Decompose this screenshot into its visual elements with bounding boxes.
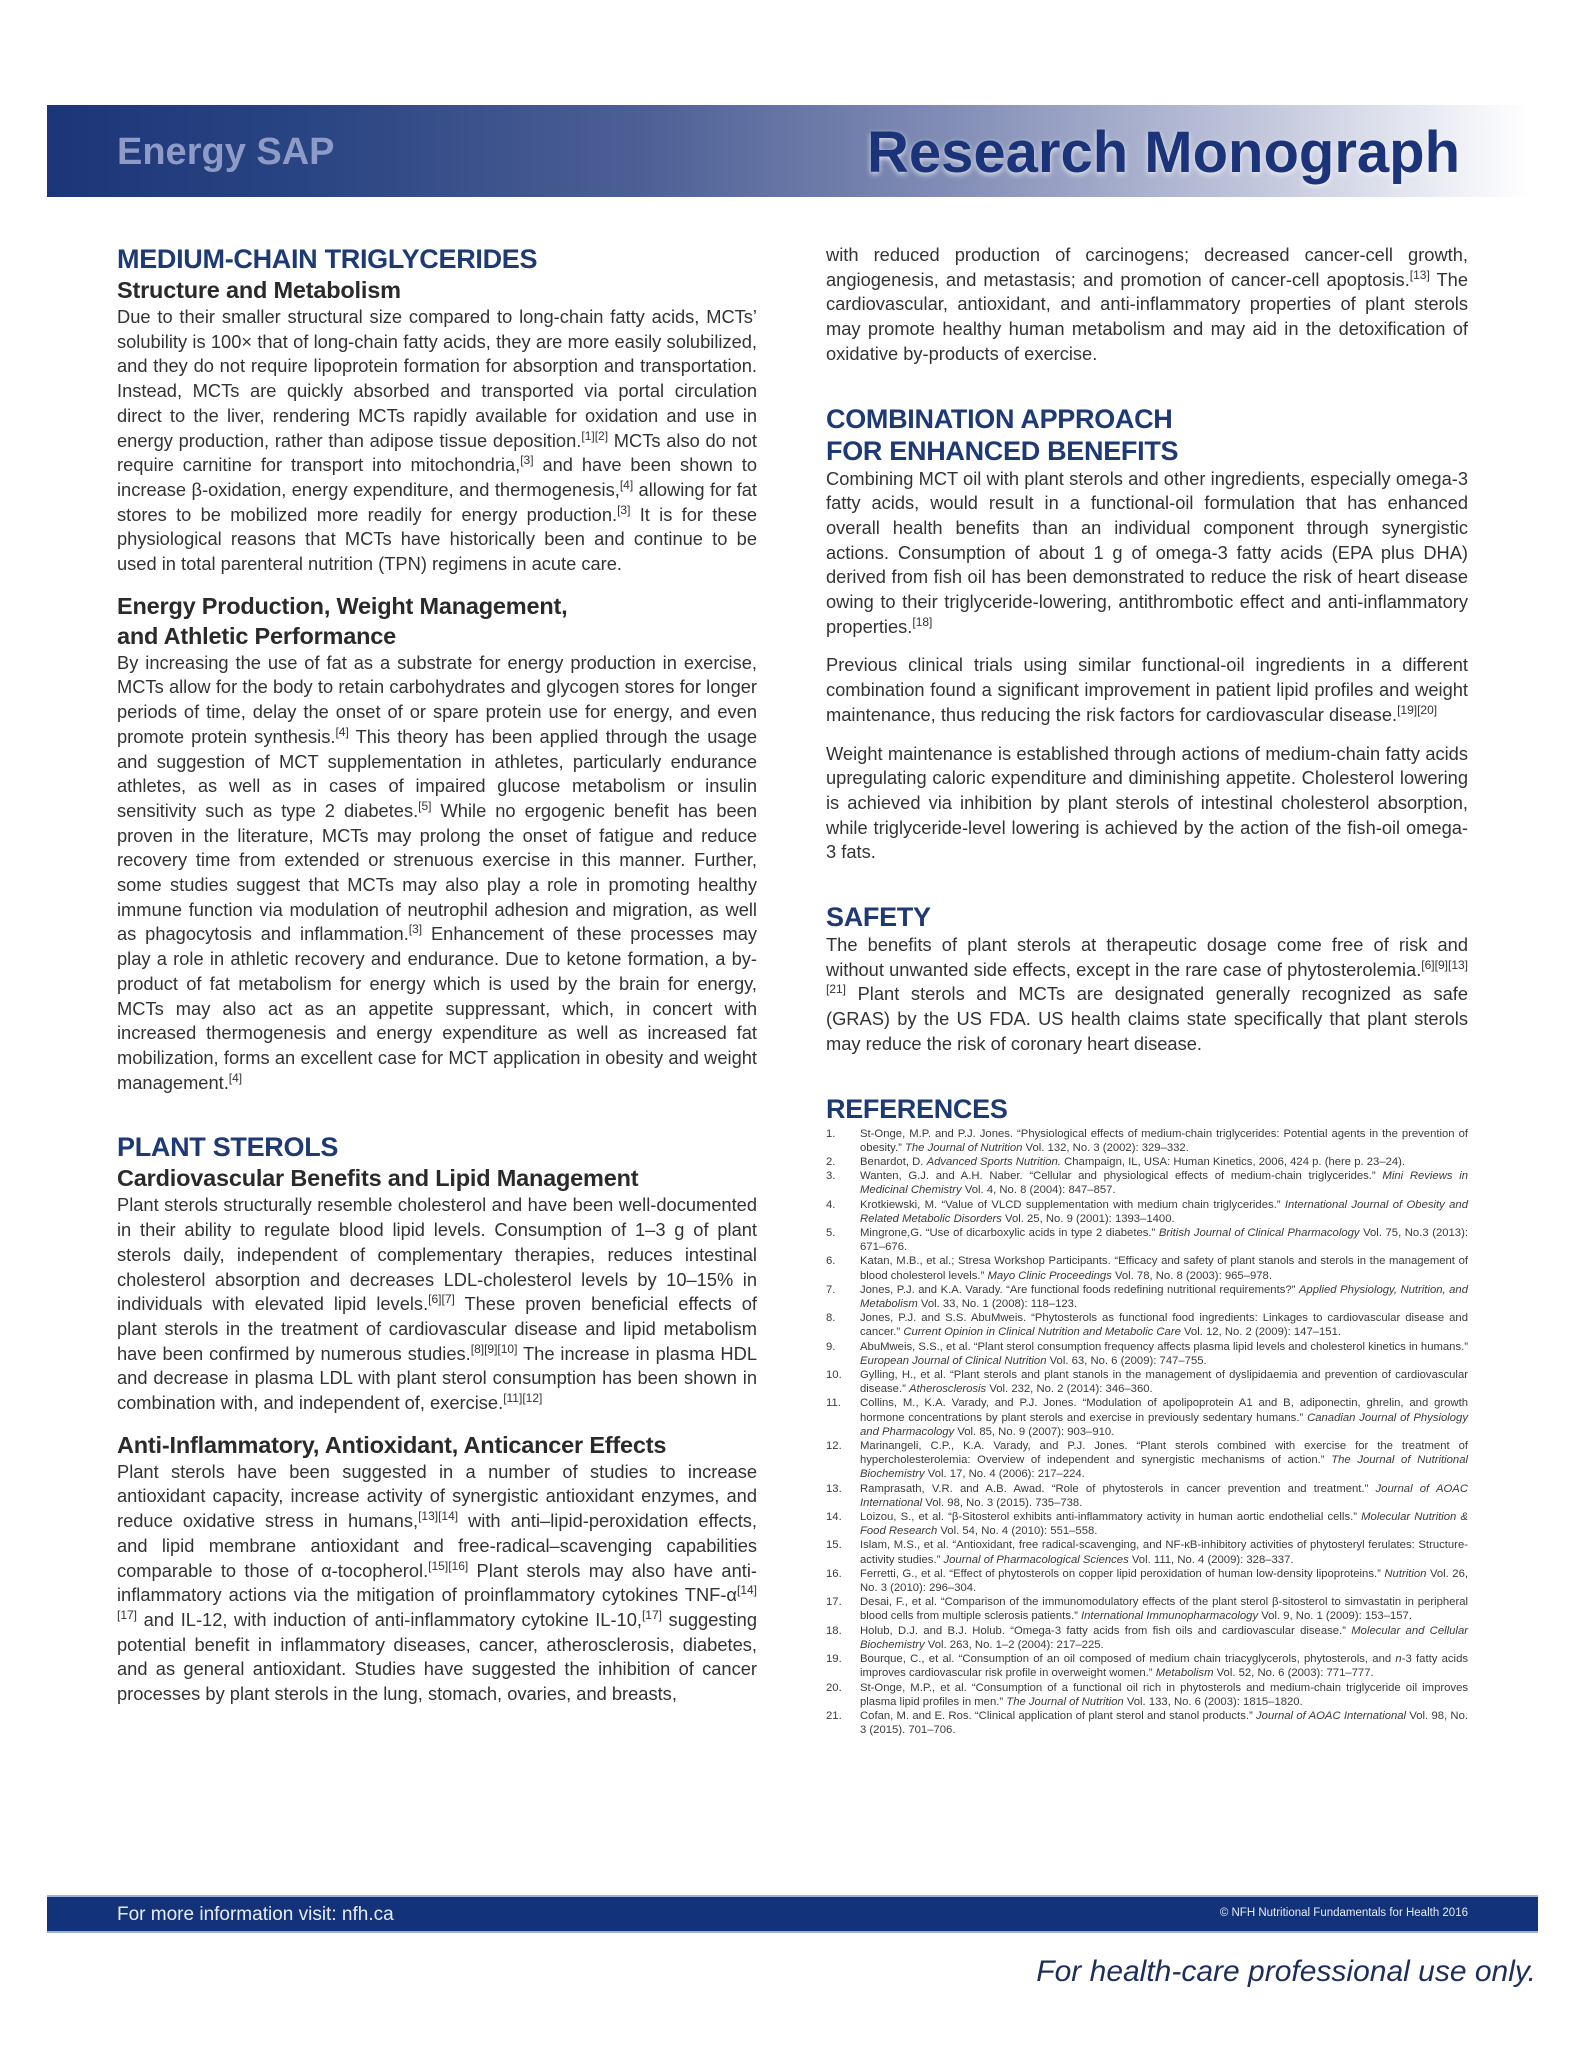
reference-number: 8. xyxy=(826,1312,836,1325)
citation-marker: [17] xyxy=(641,1607,662,1622)
reference-number: 3. xyxy=(826,1170,836,1183)
paragraph: Previous clinical trials using similar functional-oil ingredients in a different combination found a significant improvement in patient lipid profiles and weight maintenance, thus reducing the risk factors for cardiovascular disease.[19][20] xyxy=(826,654,1468,725)
reference-item xyxy=(826,1127,1468,1155)
footer-info xyxy=(117,1904,394,1926)
reference-item xyxy=(826,1681,1468,1709)
journal-title: Mayo Clinic Proceedings xyxy=(987,1269,1112,1282)
reference-list xyxy=(826,1127,1468,1738)
reference-number: 14. xyxy=(826,1511,842,1524)
paragraph: Due to their smaller structural size compared to long-chain fatty acids, MCTs’ solubility is 100× that of long-chain fatty acids, they are more easily solubilized, and they do not require lipoprotein formation for absorption and transportation. Instead, MCTs are quickly absorbed and transported via portal circulation direct to the liver, rendering MCTs rapidly available for oxidation and use in energy production, rather than adipose tissue deposition.[1][2] MCTs also do not require carnitine for transport into mitochondria,[3] and have been shown to increase β-oxidation, energy expenditure, and thermogenesis,[4] allowing for fat stores to be mobilized more readily for energy production.[3] It is for these physiological reasons that MCTs have historically been and continue to be used in total parenteral nutrition (TPN) regimens in acute care. xyxy=(117,306,758,575)
reference-text: Ferretti, G., et al. “Effect of phytosterols on copper lipid peroxidation of human low-density lipoproteins.” Nutrition Vol. 26, No. 3 (2010): 296–304. xyxy=(860,1567,1469,1595)
journal-title: International Immunopharmacology xyxy=(1081,1610,1259,1623)
citation-marker: [4] xyxy=(228,1070,243,1085)
reference-item xyxy=(826,1510,1468,1538)
left-column xyxy=(117,243,757,1707)
reference-item xyxy=(826,1396,1468,1439)
journal-title: Advanced Sports Nutrition. xyxy=(926,1155,1061,1168)
reference-text: Jones, P.J. and S.S. AbuMweis. “Phytosterols as functional food ingredients: Linkages to cardiovascular disease and cancer.” Current Opinion in Clinical Nutrition and Metabolic Care Vol. 12, No. 2 (2009): 147–151. xyxy=(860,1312,1468,1339)
journal-title: International Journal of Obesity and Related Metabolic Disorders xyxy=(860,1198,1468,1225)
reference-text: Wanten, G.J. and A.H. Naber. “Cellular and physiological effects of medium-chain triglycerides.” Mini Reviews in Medicinal Chemistry Vol. 4, No. 8 (2004): 847–857. xyxy=(860,1170,1468,1197)
citation-marker: [13][14] xyxy=(418,1509,459,1524)
reference-item xyxy=(826,1254,1468,1282)
reference-number: 11. xyxy=(826,1397,841,1410)
section-heading: REFERENCES xyxy=(826,1093,1008,1124)
reference-item xyxy=(826,1155,1468,1169)
journal-title: Canadian Journal of Physiology and Pharmacology xyxy=(860,1411,1468,1438)
journal-title: British Journal of Clinical Pharmacology xyxy=(1158,1227,1360,1239)
footer-info-label: For more information visit: xyxy=(117,1904,342,1925)
paragraph: By increasing the use of fat as a substrate for energy production in exercise, MCTs allow for the body to retain carbohydrates and glycogen stores for longer periods of time, delay the onset of or spare protein use for energy, and even promote protein synthesis.[4] This theory has been applied through the usage and suggestion of MCT supplementation in athletes, particularly endurance athletes, as well as in cases of impaired glucose metabolism or insulin sensitivity such as type 2 diabetes.[5] While no ergogenic benefit has been proven in the literature, MCTs may prolong the onset of fatigue and reduce recovery time from extended or strenuous exercise in this manner. Further, some studies suggest that MCTs may also play a role in promoting healthy immune function via modulation of neutrophil adhesion and migration, as well as phagocytosis and inflammation.[3] Enhancement of these processes may play a role in athletic recovery and endurance. Due to ketone formation, a by-product of fat metabolism for energy which is used by the brain for energy, MCTs may also act as an appetite suppressant, which, in concert with increased thermogenesis and energy expenditure as well as increased fat mobilization, forms an excellent case for MCT application in obesity and weight management.[4] xyxy=(117,651,758,1093)
section-heading-line: COMBINATION APPROACH xyxy=(826,403,1173,434)
section-heading xyxy=(826,403,1468,467)
reference-item xyxy=(826,1652,1468,1680)
subsection-heading: Structure and Metabolism xyxy=(117,277,401,303)
reference-item xyxy=(826,1567,1468,1595)
journal-title: Metabolism xyxy=(1155,1667,1214,1680)
reference-item xyxy=(826,1311,1468,1339)
reference-text: Loizou, S., et al. “β-Sitosterol exhibits anti-inflammatory activity in human aortic endothelial cells.” Molecular Nutrition & Food Research Vol. 54, No. 4 (2010): 551–558. xyxy=(860,1511,1468,1538)
citation-marker: [13] xyxy=(1409,267,1430,282)
journal-title: Journal of AOAC International xyxy=(1256,1709,1407,1722)
journal-title: Molecular and Cellular Biochemistry xyxy=(860,1624,1468,1651)
citation-marker: [3] xyxy=(520,453,534,468)
reference-number: 17. xyxy=(826,1596,842,1609)
reference-text: AbuMweis, S.S., et al. “Plant sterol consumption frequency affects plasma lipid levels and cholesterol kinetics in humans.” European Journal of Clinical Nutrition Vol. 63, No. 6 (2009): 747–755. xyxy=(860,1340,1468,1367)
reference-text: Katan, M.B., et al.; Stresa Workshop Participants. “Efficacy and safety of plant stanols and sterols in the management of blood cholesterol levels.” Mayo Clinic Proceedings Vol. 78, No. 8 (2003): 965–978. xyxy=(860,1255,1468,1282)
citation-marker: [15][16] xyxy=(428,1558,469,1573)
header-banner xyxy=(47,105,1530,197)
citation-marker: [11][12] xyxy=(503,1391,543,1406)
journal-title: The Journal of Nutrition xyxy=(905,1141,1023,1154)
reference-item xyxy=(826,1340,1468,1368)
journal-title: European Journal of Clinical Nutrition xyxy=(860,1354,1047,1367)
footer-banner xyxy=(47,1895,1538,1933)
reference-number: 2. xyxy=(826,1155,836,1168)
reference-text: Marinangeli, C.P., K.A. Varady, and P.J. Jones. “Plant sterols combined with exercise for the treatment of hypercholesterolemia: Overview of independent and synergistic mechanisms of action.” The Journal of Nutritional Biochemistry Vol. 17, No. 4 (2006): 217–224. xyxy=(860,1440,1468,1481)
citation-marker: [1][2] xyxy=(581,428,609,443)
copyright-notice: © NFH Nutritional Fundamentals for Health 2016 xyxy=(1219,1907,1468,1919)
journal-title: Atherosclerosis xyxy=(908,1383,987,1396)
reference-item xyxy=(826,1283,1468,1311)
reference-number: 19. xyxy=(826,1653,842,1666)
reference-text: Bourque, C., et al. “Consumption of an oil composed of medium chain triacyglycerols, phytosterols, and n-3 fatty acids improves cardiovascular risk profile in overweight women.” Metabolism Vol. 52, No. 6 (2003): 771–777. xyxy=(860,1653,1468,1680)
reference-text: Collins, M., K.A. Varady, and P.J. Jones. “Modulation of apolipoprotein A1 and B, adiponectin, ghrelin, and growth hormone concentrations by plant sterols and exercise in previously sedentary humans.” Canadian Journal of Physiology and Pharmacology Vol. 85, No. 9 (2007): 903–910. xyxy=(860,1397,1468,1438)
reference-number: 7. xyxy=(826,1283,836,1296)
section-heading-line: FOR ENHANCED BENEFITS xyxy=(826,435,1179,466)
citation-marker: [3] xyxy=(617,502,631,517)
reference-item xyxy=(826,1624,1468,1652)
reference-text: Krotkiewski, M. “Value of VLCD supplementation with medium chain triglycerides.” International Journal of Obesity and Related Metabolic Disorders Vol. 25, No. 9 (2001): 1393–1400. xyxy=(860,1198,1468,1225)
reference-number: 5. xyxy=(826,1227,836,1239)
citation-marker: [14][17] xyxy=(117,1583,757,1622)
reference-text: St-Onge, M.P. and P.J. Jones. “Physiological effects of medium-chain triglycerides: Potential agents in the prevention of obesity.” The Journal of Nutrition Vol. 132, No. 3 (2002): 329–332. xyxy=(860,1127,1468,1154)
journal-title: n xyxy=(1395,1653,1402,1666)
reference-item xyxy=(826,1226,1468,1254)
reference-item xyxy=(826,1169,1468,1197)
journal-title: Mini Reviews in Medicinal Chemistry xyxy=(860,1170,1468,1197)
section-heading: SAFETY xyxy=(826,902,931,933)
reference-item xyxy=(826,1709,1468,1737)
section-heading: PLANT STEROLS xyxy=(117,1132,339,1163)
section-safety xyxy=(826,901,1468,1057)
website-link[interactable]: nfh.ca xyxy=(341,1904,394,1925)
reference-text: Holub, D.J. and B.J. Holub. “Omega-3 fatty acids from fish oils and cardiovascular disease.” Molecular and Cellular Biochemistry Vol. 263, No. 1–2 (2004): 217–225. xyxy=(860,1624,1468,1651)
reference-text: Mingrone,G. “Use of dicarboxylic acids in type 2 diabetes.” British Journal of Clinical Pharmacology Vol. 75, No.3 (2013): 671–676. xyxy=(860,1227,1468,1254)
subsection-heading-line: Energy Production, Weight Management, xyxy=(117,592,568,619)
document-type-title: Research Monograph xyxy=(867,120,1460,185)
reference-number: 21. xyxy=(826,1709,842,1722)
journal-title: Current Opinion in Clinical Nutrition and Metabolic Care xyxy=(903,1326,1181,1339)
citation-marker: [5] xyxy=(418,798,432,813)
subsection-heading: Cardiovascular Benefits and Lipid Management xyxy=(117,1165,639,1192)
reference-number: 9. xyxy=(826,1340,836,1353)
reference-number: 4. xyxy=(826,1198,836,1211)
subsection-heading-line: and Athletic Performance xyxy=(117,622,397,649)
reference-number: 18. xyxy=(826,1624,842,1637)
journal-title: Journal of AOAC International xyxy=(860,1482,1468,1509)
citation-marker: [6][7] xyxy=(428,1292,455,1307)
reference-number: 6. xyxy=(826,1255,836,1268)
reference-number: 12. xyxy=(826,1440,842,1453)
subsection-heading xyxy=(117,591,757,651)
reference-text: Desai, F., et al. “Comparison of the immunomodulatory effects of the plant sterol β-sitosterol to simvastatin in peripheral blood cells from multiple sclerosis patients.” International Immunopharmacology Vol. 9, No. 1 (2009): 153–157. xyxy=(860,1596,1468,1623)
reference-number: 10. xyxy=(826,1369,842,1382)
reference-text: Gylling, H., et al. “Plant sterols and plant stanols in the management of dyslipidaemia and prevention of cardiovascular disease.” Atherosclerosis Vol. 232, No. 2 (2014): 346–360. xyxy=(860,1369,1468,1396)
subsection-heading: Anti-Inflammatory, Antioxidant, Anticancer Effects xyxy=(117,1431,667,1458)
reference-text: Jones, P.J. and K.A. Varady. “Are functional foods redefining nutritional requirements?” Applied Physiology, Nutrition, and Metabolism Vol. 33, No. 1 (2008): 118–123. xyxy=(860,1283,1468,1311)
reference-item xyxy=(826,1198,1468,1226)
journal-title: Molecular Nutrition & Food Research xyxy=(860,1511,1468,1538)
paragraph: Plant sterols structurally resemble cholesterol and have been well-documented in their ability to regulate blood lipid levels. Consumption of 1–3 g of plant sterols daily, independent of complementary therapies, reduces intestinal cholesterol absorption and decreases LDL-cholesterol levels by 10–15% in individuals with elevated lipid levels.[6][7] These proven beneficial effects of plant sterols in the treatment of cardiovascular disease and lipid metabolism have been confirmed by numerous studies.[8][9][10] The increase in plasma HDL and decrease in plasma LDL with plant sterol consumption has been shown in combination with, and independent of, exercise.[11][12] xyxy=(117,1194,757,1414)
paragraph: Combining MCT oil with plant sterols and other ingredients, especially omega-3 fatty acids, would result in a functional-oil formulation that has enhanced overall health benefits than an individual component through synergistic actions. Consumption of about 1 g of omega-3 fatty acids (EPA plus DHA) derived from fish oil has been demonstrated to reduce the risk of heart disease owing to their triglyceride-lowering, antithrombotic effect and anti-inflammatory properties.[18] xyxy=(826,467,1468,637)
journal-title: The Journal of Nutrition xyxy=(1006,1695,1124,1708)
section-references xyxy=(826,1093,1468,1738)
citation-marker: [19][20] xyxy=(1397,702,1438,717)
reference-number: 20. xyxy=(826,1681,842,1694)
citation-marker: [18] xyxy=(912,614,933,629)
reference-number: 16. xyxy=(826,1567,842,1580)
citation-marker: [8][9][10] xyxy=(470,1341,518,1356)
journal-title: Journal of Pharmacological Sciences xyxy=(943,1553,1129,1566)
section-medium-chain-triglycerides xyxy=(117,243,757,1095)
right-column xyxy=(826,243,1468,1737)
reference-item xyxy=(826,1538,1468,1566)
section-plant-sterols xyxy=(117,1131,757,1706)
reference-text: Benardot, D. Advanced Sports Nutrition. Champaign, IL, USA: Human Kinetics, 2006, 424 p. (here p. 23–24). xyxy=(860,1155,1406,1168)
journal-title: Nutrition xyxy=(1384,1567,1427,1580)
paragraph: Plant sterols have been suggested in a number of studies to increase antioxidant capacity, increase activity of synergistic antioxidant enzymes, and reduce oxidative stress in humans,[13][14] with anti–lipid-peroxidation effects, and lipid membrane antioxidant and free-radical–scavenging capabilities comparable to those of α-tocopherol.[15][16] Plant sterols may also have anti-inflammatory actions via the mitigation of proinflammatory cytokines TNF-α[14][17] and IL-12, with induction of anti-inflammatory cytokine IL-10,[17] suggesting potential benefit in inflammatory diseases, cancer, atherosclerosis, diabetes, and as general antioxidant. Studies have suggested the inhibition of cancer processes by plant sterols in the lung, stomach, ovaries, and breasts, xyxy=(117,1460,758,1705)
section-combination-approach xyxy=(826,403,1468,866)
section-heading: MEDIUM-CHAIN TRIGLYCERIDES xyxy=(117,244,538,274)
citation-marker: [4] xyxy=(619,477,634,492)
professional-use-disclaimer: For health-care professional use only. xyxy=(1036,1955,1536,1988)
reference-item xyxy=(826,1482,1468,1510)
journal-title: Applied Physiology, Nutrition, and Metabolism xyxy=(860,1283,1468,1311)
paragraph: Weight maintenance is established through actions of medium-chain fatty acids upregulating caloric expenditure and diminishing appetite. Cholesterol lowering is achieved via inhibition by plant sterols of intestinal cholesterol absorption, while triglyceride-level lowering is achieved by the action of the fish-oil omega-3 fats. xyxy=(826,742,1468,863)
reference-item xyxy=(826,1439,1468,1482)
paragraph-continued: with reduced production of carcinogens; decreased cancer-cell growth, angiogenesis, and metastasis; and promotion of cancer-cell apoptosis.[13] The cardiovascular, antioxidant, and anti-inflammatory properties of plant sterols may promote healthy human metabolism and may aid in the detoxification of oxidative by-products of exercise. xyxy=(826,244,1469,364)
reference-text: Ramprasath, V.R. and A.B. Awad. “Role of phytosterols in cancer prevention and treatment.” Journal of AOAC International Vol. 98, No. 3 (2015). 735–738. xyxy=(860,1482,1468,1509)
journal-title: The Journal of Nutritional Biochemistry xyxy=(860,1454,1468,1481)
citation-marker: [6][9][13][21] xyxy=(826,957,1468,997)
reference-item xyxy=(826,1368,1468,1396)
citation-marker: [3] xyxy=(408,922,423,937)
reference-text: Cofan, M. and E. Ros. “Clinical application of plant sterol and stanol products.” Journal of AOAC International Vol. 98, No. 3 (2015). 701–706. xyxy=(860,1709,1468,1737)
reference-item xyxy=(826,1595,1468,1623)
reference-text: St-Onge, M.P., et al. “Consumption of a functional oil rich in phytosterols and medium-chain triglyceride oil improves plasma lipid profiles in men.” The Journal of Nutrition Vol. 133, No. 6 (2003): 1815–1820. xyxy=(860,1681,1468,1708)
reference-number: 13. xyxy=(826,1482,842,1495)
reference-text: Islam, M.S., et al. “Antioxidant, free radical-scavenging, and NF-κB-inhibitory activities of phytosteryl ferulates: Structure-activity studies.” Journal of Pharmacological Sciences Vol. 111, No. 4 (2009): 328–337. xyxy=(860,1539,1468,1566)
product-name: Energy SAP xyxy=(117,131,335,173)
paragraph: The benefits of plant sterols at therapeutic dosage come free of risk and without unwanted side effects, except in the rare case of phytosterolemia.[6][9][13][21] Plant sterols and MCTs are designated generally recognized as safe (GRAS) by the US FDA. US health claims state specifically that plant sterols may reduce the risk of coronary heart disease. xyxy=(826,934,1468,1054)
reference-number: 1. xyxy=(826,1127,836,1140)
citation-marker: [4] xyxy=(335,724,349,739)
reference-number: 15. xyxy=(826,1539,842,1552)
